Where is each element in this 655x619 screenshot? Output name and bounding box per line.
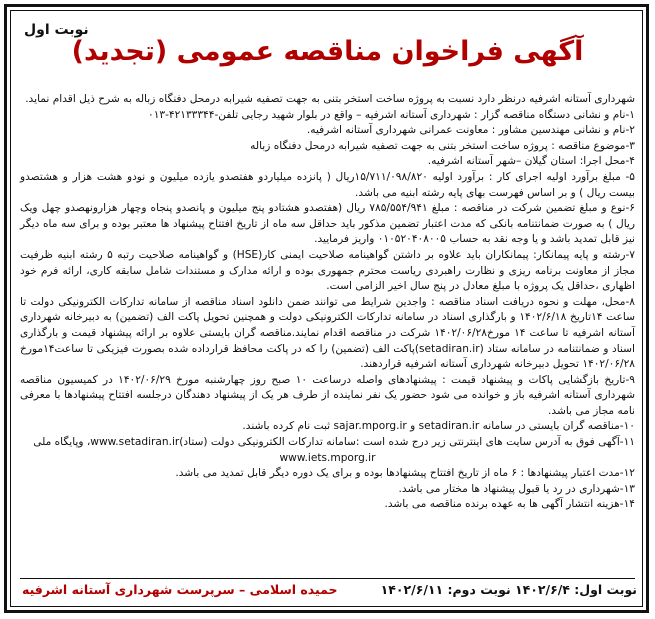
item-8: ۸-محل، مهلت و نحوه دریافت اسناد مناقصه : واجدین شرایط می توانند ضمن دانلود اسناد مناقصه از سامانه تداركات الكترونيكی دولت تا ساعت ۱۴تاریخ ۱۴۰۲/۶/۱۸ و بارگذاری اسناد در سامانه تدارکات الکترونیکی دولت و همچنین تحویل پاکت الف (تضمین) به دبیرخانه شهرداری آستانه اشرفیه تا ساعت ۱۴ مورخ۱۴۰۲/۰۶/۲۸ شرکت در مناقصه اقدام نمایند.مناقصه گران بایستی علاوه بر ارائه پیشنهاد قیمت و بارگذاری اسناد و ضمانتنامه در سامانه ستاد (setadiran.ir)پاکت الف (تضمین) را که در پاکت محافظ قرارداده شده بصورت فیزیکی تا ساعت۱۴مورخ ۱۴۰۲/۰۶/۲۸ تحویل دبیرخانه شهرداری آستانه اشرفیه قراردهند. bbox=[20, 295, 635, 371]
publication-dates: نوبت اول: ۱۴۰۲/۶/۴ نوبت دوم: ۱۴۰۲/۶/۱۱ bbox=[380, 582, 637, 597]
item-6: ۶-نوع و مبلغ تضمین شرکت در مناقصه : مبلغ ۷۸۵/۵۵۴/۹۴۱ ریال (هفتصدو هشتادو پنج میلیون و پانصدو پنجاه وچهار هزارونهصدو چهل ویک ریال ) به صورت ضمانتنامه بانکی که مدت اعتبار تضمین مذکور باید حداقل سه ماه از تاریخ افتتاح پیشنهاد ها معتبر بوده و برای سه ماه دیگر نیز قابل تمدید باشد و یا وجه نقد به حساب ۰۱۰۵۲۰۴۰۸۰۰۵ واریز فرمایید. bbox=[20, 202, 635, 246]
item-4: ۴-محل اجرا: استان گیلان –شهر آستانه اشرفیه. bbox=[427, 155, 635, 168]
nobat-label: نوبت اول bbox=[24, 22, 89, 38]
item-2: ۲-نام و نشانی مهندسین مشاور : معاونت عمرانی شهرداری آستانه اشرفیه. bbox=[306, 124, 635, 137]
item-1: ۱-نام و نشانی دستگاه مناقصه گزار : شهرداری آستانه اشرفیه – واقع در بلوار شهید رجایی تلفن-۴۲۱۳۳۳۴۴-۰۱۳ bbox=[148, 108, 635, 121]
notice-footer bbox=[18, 582, 637, 606]
item-7: ۷-رشته و پایه پیمانکار: پیمانکاران باید علاوه بر داشتن گواهینامه صلاحیت ایمنی کار(HSE) و گواهینامه صلاحیت رتبه ۵ رشته ابنیه ظرفیت مجاز از معاونت برنامه ریزی و نظارت راهبردی ریاست محترم جمهوری بوده و ارائه مدارک و مستندات شامل سابقه کاری، ارائه فرم خود اظهاری ،حداقل یک پروژه با مبلغ معادل در پنج سال اخیر الزامی است. bbox=[20, 248, 635, 293]
intro-paragraph: شهرداری آستانه اشرفیه درنظر دارد نسبت به پروژه ساخت استخر بتنی به جهت تصفیه شیرابه درمحل دفنگاه زباله به شرح ذیل اقدام نماید. bbox=[25, 93, 635, 105]
item-14: ۱۴-هزینه انتشار آگهی ها به عهده برنده مناقصه می باشد. bbox=[384, 498, 635, 511]
item-11: ۱۱-آگهی فوق به آدرس سایت های اینترنتی زیر درج شده است :سامانه تداركات الكترونيكی دولت (ستاد)www.setadiran.ir، وپایگاه ملی bbox=[33, 436, 635, 449]
item-13: ۱۳-شهرداری در رد یا قبول پیشنهاد ها مختار می باشد. bbox=[398, 482, 635, 495]
item-10: ۱۰-مناقصه گران بایستی در سامانه setadiran.ir و sajar.mporg.ir ثبت نام کرده باشند. bbox=[242, 420, 635, 433]
footer-divider bbox=[20, 578, 635, 579]
iets-link: www.iets.mporg.ir bbox=[279, 451, 376, 464]
notice-body bbox=[20, 92, 635, 513]
notice-title: آگهی فراخوان مناقصه عمومی (تجدید) bbox=[71, 36, 584, 67]
item-9: ۹-تاریخ بازگشایی پاکات و پیشنهاد قیمت : پیشنهادهای واصله درساعت ۱۰ صبح روز چهارشنبه مورخ ۱۴۰۲/۰۶/۲۹ در کمیسیون مناقصه شهرداری آستانه اشرفیه باز و خوانده می شود حضور یک نفر نماینده از طرف هر یک از پیشنهاد دهندگان درجلسه افتتاح پیشنهادها با معرفی نامه مجاز می باشد. bbox=[20, 373, 635, 417]
signature: حمیده اسلامی – سرپرست شهرداری آستانه اشرفیه bbox=[22, 582, 338, 597]
item-5: ۵- مبلغ برآورد اولیه اجرای کار : برآورد اولیه ۱۵/۷۱۱/۰۹۸/۸۲۰ریال ( پانزده میلیاردو هفتصدو یازده میلیون و نودو هشت هزار و هشتصدو بیست ریال ) و بر اساس فهرست بهای پایه رشته ابنیه می باشد. bbox=[20, 170, 635, 199]
item-12: ۱۲-مدت اعتبار پیشنهادها : ۶ ماه از تاریخ افتتاح پیشنهادها بوده و برای یک دوره دیگر قابل تمدید می باشد. bbox=[175, 467, 635, 480]
item-3: ۳-موضوع مناقصه : پروژه ساخت استخر بتنی به جهت تصفیه شیرابه درمحل دفنگاه زباله bbox=[250, 139, 635, 152]
